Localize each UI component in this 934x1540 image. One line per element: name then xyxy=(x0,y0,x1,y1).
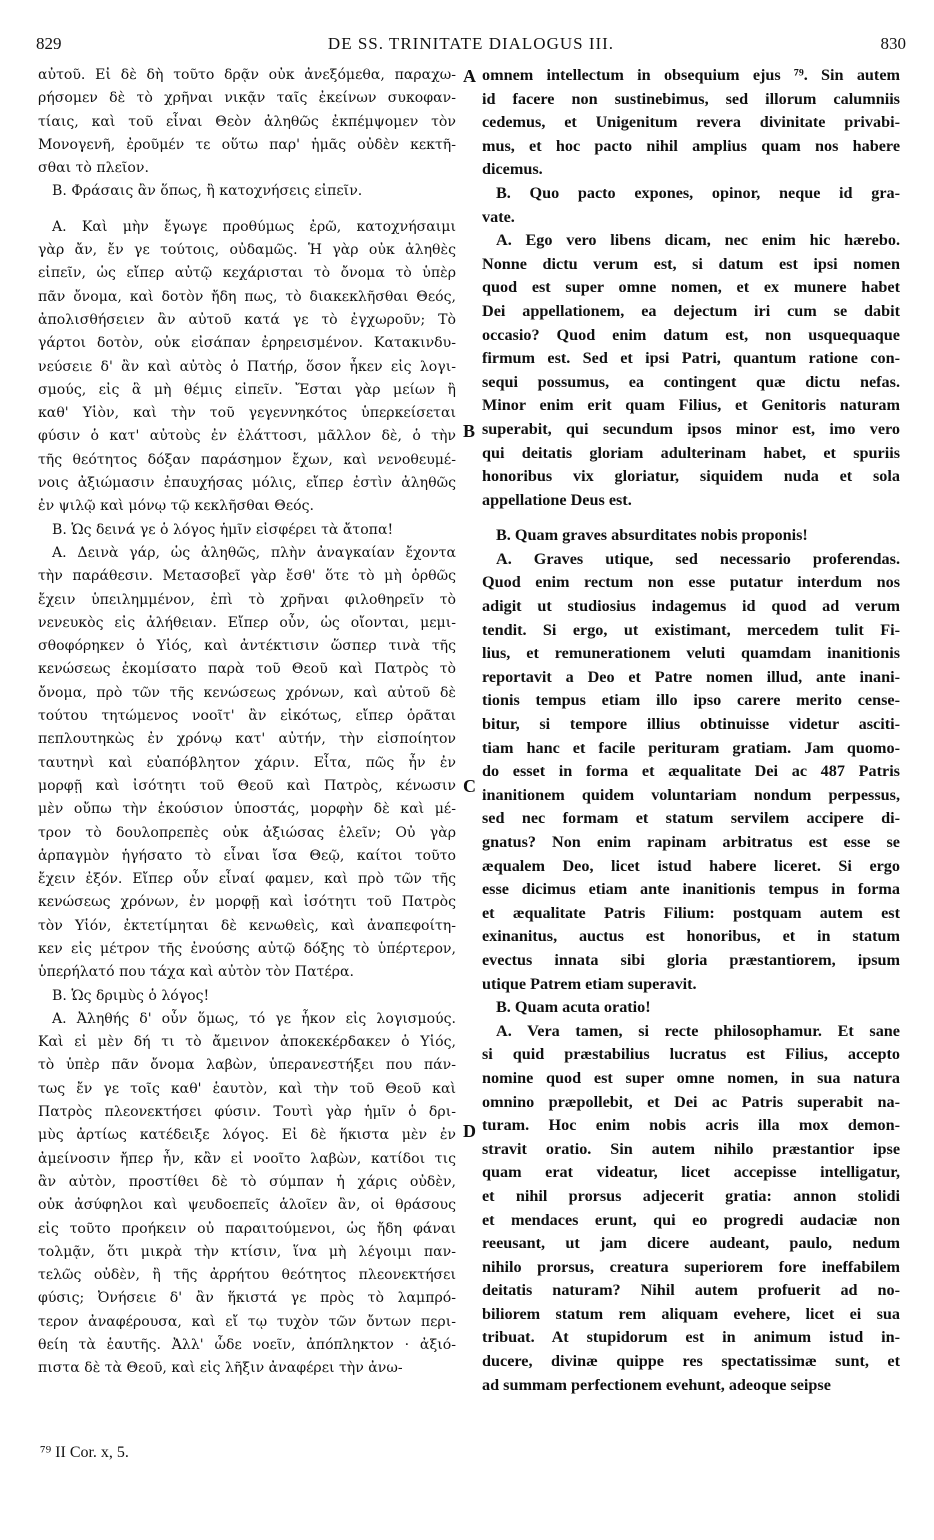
text-line: μὺς ἀρτίως κατέδειξε λόγος. Εἰ δὲ ἥκιστα μὲν ἐν xyxy=(38,1127,456,1144)
text-line: Β. Φράσαις ἂν ὅπως, ἢ κατοχνήσεις εἰπεῖν. xyxy=(52,183,363,200)
text-line: Α. Δεινὰ γάρ, ὡς ἀληθῶς, πλὴν ἀναγκαίαν ἔχοντα xyxy=(52,544,456,561)
text-line: ἐν ψιλῷ καὶ μόνῳ τῷ κεκλῆσθαι Θεός. xyxy=(38,498,315,515)
text-line: adigit ut studiosius indagemus id quod ad verum xyxy=(482,597,900,616)
latin-column xyxy=(482,64,900,1397)
text-line: esse dicimus etiam ante inanitionis tempus in forma xyxy=(482,880,900,899)
text-line: φύσις; Ὀνήσειε δ' ἂν ἥκιστά γε πρὸς τὸ λαμπρό- xyxy=(38,1290,456,1307)
text-line: πᾶν ὄνομα, καὶ δοτὸν ἤδη πως, τὸ διακεκλῆσθαι Θεός, xyxy=(38,288,456,305)
text-line: Μονογενῆ, ἐροῦμέν τε οὕτω παρ' ἡμᾶς οὐδὲν κεκτῆ- xyxy=(38,136,456,153)
text-line: Nonne dictu verum est, si datum est ipsi nomen xyxy=(482,254,900,273)
text-line: Β. Ὡς δεινά γε ὁ λόγος ἡμῖν εἰσφέρει τὰ ἄτοπα! xyxy=(52,521,394,538)
text-line: tiam hanc et facile perituram gratiam. Jam quomo- xyxy=(482,738,900,757)
text-line: biliorem statum rem aliquam evehere, licet ei sua xyxy=(482,1304,900,1323)
text-line: superabit, qui secundum ipsos minor est, imo vero xyxy=(482,419,900,438)
text-line: νεύσειε δ' ἂν καὶ αὐτὸς ὁ Πατήρ, ὅσον ἦκεν εἰς λογι- xyxy=(38,358,456,375)
text-line: Καὶ εἰ μὲν δή τι τὸ ἄμεινον ἀποκεκέρδακεν ὁ Υἱός, xyxy=(38,1034,456,1051)
text-line: νενευκὸς εἰς ἀλήθειαν. Εἴπερ οὖν, ὡς οἴονται, μεμι- xyxy=(38,614,456,631)
text-line: ἔχειν ἐξόν. Εἴπερ οὖν εἶναί φαμεν, καὶ πρὸ τῶν τῆς xyxy=(38,871,456,888)
text-line: dicemus. xyxy=(482,160,543,179)
text-line: quam erat videatur, licet accepisse intelligatur, xyxy=(482,1163,900,1182)
text-line: κενώσεως ἐκομίσατο παρὰ τοῦ Θεοῦ καὶ Πατρὸς τὸ xyxy=(38,661,456,678)
text-line: æqualem Deo, licet istud habere liceret. Si ergo xyxy=(482,856,900,875)
text-line: γάρτοι δοτὸν, οὐκ εἰσάπαν ἐρηρεισμένον. Κατακινδυ- xyxy=(38,335,456,352)
text-line: tribuat. At stupidorum est in animum istud in- xyxy=(482,1328,900,1347)
text-line: Dei appellationem, ea dejectum iri cum se dabit xyxy=(482,301,900,320)
text-line: B. Quam graves absurditates nobis proponis! xyxy=(496,526,808,545)
text-line: τῆς θεότητος δόξαν παράσημον ἔχων, καὶ νενοθευμέ- xyxy=(38,451,456,468)
text-line: ἀπολισθήσειεν ἂν αὐτοῦ κατά γε τὸ ἐγχωροῦν; Τὸ xyxy=(38,311,456,328)
text-line: gnatus? Non enim rapinam arbitratus est esse se xyxy=(482,833,900,851)
text-line: τούτου τητώμενος νοοῖτ' ἂν εἰκότως, εἴπερ ὁρᾶται xyxy=(38,708,456,725)
text-line: Β. Ὡς δριμὺς ὁ λόγος! xyxy=(52,987,210,1004)
text-line: τολμᾷν, ὅτι μικρὰ τὴν κτίσιν, ἵνα μὴ λέγοιμι παν- xyxy=(38,1243,456,1260)
text-line: deitatis naturam? Nihil autem profuerit ad no- xyxy=(482,1281,900,1300)
margin-letter-d: D xyxy=(463,1121,476,1141)
text-line: γὰρ ἄν, ἔν γε τούτοις, οὐδαμῶς. Ἡ γὰρ οὐκ ἀληθὲς xyxy=(38,242,456,259)
text-line: σθαι τὸ πλεῖον. xyxy=(38,160,149,177)
text-line: ρήσομεν δὲ τὸ χρῆναι νικᾷν ταῖς ἐκείνων συκοφαν- xyxy=(38,90,456,107)
text-line: Α. Ἀληθής δ' οὖν ὅμως, τό γε ἧκον εἰς λογισμούς. xyxy=(52,1010,456,1027)
text-line: φύσιν ὁ κατ' αὐτοὺς ἐν ἐλάττοσι, μᾶλλον δὲ, ὁ τὴν xyxy=(38,428,456,445)
text-line: nomine quod est super omne nomen, in sua natura xyxy=(482,1068,900,1087)
text-line: τως ἔν γε τοῖς καθ' ἑαυτὸν, καὶ τὴν τοῦ Θεοῦ καὶ xyxy=(38,1080,456,1097)
text-line: Minor enim erit quam Filius, et Genitoris naturam xyxy=(482,396,900,415)
text-line: si quid præstabilius lucratus est Filius, accepto xyxy=(482,1045,900,1064)
text-line: bitur, si tempore illius obtinuisse videtur asciti- xyxy=(482,715,900,734)
text-line: A. Vera tamen, si recte philosophamur. Et sane xyxy=(496,1021,900,1040)
text-line: et mendaces erunt, qui eo progredi audaciæ non xyxy=(482,1210,900,1229)
footnote: ⁷⁹ II Cor. x, 5. xyxy=(40,1444,129,1461)
page-header xyxy=(36,34,906,56)
margin-letter-a: A xyxy=(463,66,476,86)
text-line: sequi possumus, ea contingent quæ dictu nefas. xyxy=(482,372,900,391)
text-line: μορφῇ καὶ ἰσότητι τοῦ Θεοῦ καὶ Πατρὸς, κένωσιν xyxy=(38,777,456,794)
text-line: A. Ego vero libens dicam, nec enim hic hærebo. xyxy=(496,231,900,250)
text-line: εἰπεῖν, ὡς εἴπερ αὐτῷ κεχάρισται τὸ ὄνομα τὸ ὑπὲρ xyxy=(38,265,456,282)
text-line: et nihil prorsus adjecerit gratia: annon stolidi xyxy=(482,1186,900,1205)
text-line: stravit oratio. Sin autem nihilo præstantior ipse xyxy=(482,1139,900,1158)
text-line: πιστα δὲ τὰ Θεοῦ, καὶ εἰς λῆξιν ἀναφέρει τὴν ἀνω- xyxy=(38,1360,403,1377)
text-line: αὐτοῦ. Εἰ δὲ δὴ τοῦτο δρᾷν οὐκ ἀνεξόμεθα, παραχω- xyxy=(38,67,456,83)
text-line: id facere non sustinebimus, sed illorum calumniis xyxy=(482,89,900,108)
text-line: τὸ ὑπὲρ πᾶν ὄνομα λαβὼν, ὑπερανεστήξει που πάν- xyxy=(38,1057,456,1074)
text-line: inanitionem quidem voluntariam nondum perpessus, xyxy=(482,785,900,804)
text-line: vate. xyxy=(482,207,515,226)
text-line: τὴν παράθεσιν. Μετασοβεῖ γὰρ ἔσθ' ὅτε τὸ μὴ ὀρθῶς xyxy=(38,568,456,585)
text-line: evectus innata sibi gloria præstantiorem, ipsum xyxy=(482,950,900,969)
text-line: occasio? Quod enim datum est, non usquequaque xyxy=(482,325,900,344)
text-line: σμούς, εἰς ἃ μὴ θέμις εἰπεῖν. Ἔσται γὰρ μείων ἢ xyxy=(38,381,456,398)
page-number-left: 829 xyxy=(36,34,62,53)
text-line: Πατρὸς πλεονεκτήσει φύσιν. Τουτὶ γὰρ ἡμῖν ὁ δρι- xyxy=(38,1104,456,1121)
text-line: ἀμείνοσιν ἤπερ ἦν, κἂν εἰ νοοῖτο λαβὼν, κατίδοι τις xyxy=(38,1150,456,1167)
text-line: lius, et remunerationem veluti quamdam inanitionis xyxy=(482,644,900,663)
text-line: ὑπερήλατό που τάχα καὶ αὐτὸν τὸν Πατέρα. xyxy=(38,964,354,981)
text-line: et æqualitate Patris Filium: postquam autem est xyxy=(482,903,900,922)
text-line: μὲν οὔπω τὴν ἑκούσιον ὑποστάς, μορφὴν δὲ καὶ μέ- xyxy=(38,801,456,818)
text-line: ὄνομα, πρὸ τῶν τῆς κενώσεως χρόνων, καὶ αὐτοῦ δὲ xyxy=(38,684,456,701)
text-line: τὸν Υἱόν, ἐκτετίμηται δὲ κενωθεὶς, καὶ ἀναπεφοίτη- xyxy=(38,917,456,934)
text-line: reportavit a Deo et Patre nomen illud, ante inani- xyxy=(482,667,900,686)
text-line: κεν εἰς μέτρον τῆς ἐνούσης αὐτῷ δόξης τὸ ὑπέρτερον, xyxy=(38,940,456,957)
text-line: τίαις, καὶ τοῦ εἶναι Θεὸν ἀληθῶς ἐκπέμψομεν τὸν xyxy=(38,113,456,130)
text-line: qui deitatis gloriam adulterinam habet, et spuriis xyxy=(482,443,900,462)
text-line: νοις ἀξιώμασιν ἐπαυχήσας μόλις, εἴπερ ἐστὶν ἀληθῶς xyxy=(38,475,456,492)
text-line: σθοφόρηκεν ὁ Υἱός, καὶ ἀντέκτισιν ὥσπερ τινὰ τῆς xyxy=(38,638,456,655)
text-line: turam. Hoc enim nobis acris illa mox demon- xyxy=(482,1116,900,1135)
text-line: appellatione Deus est. xyxy=(482,490,632,509)
text-line: ducere, divinæ quippe res spectatissimæ sunt, et xyxy=(482,1352,900,1371)
text-line: B. Quo pacto expones, opinor, neque id gra- xyxy=(496,183,900,202)
text-line: do esset in forma et æqualitate Dei ac 487 Patris xyxy=(482,762,900,781)
text-line: ἂν αὐτὸν, προστίθει δὲ τὸ σύμπαν ἡ χάρις οὐδὲν, xyxy=(38,1173,456,1190)
text-line: εἰς τοῦτο προήκειν οὐ παραιτούμενοι, ὡς ἤδη φάναι xyxy=(38,1220,456,1237)
text-line: tionis tempus etiam illo ipso carere merito cense- xyxy=(482,691,900,710)
text-line: κενώσεως χρόνων, ἐν μορφῇ καὶ ἰσότητι τοῦ Πατρὸς xyxy=(38,894,456,911)
text-line: ἁρπαγμὸν ἡγήσατο τὸ εἶναι ἴσα Θεῷ, καίτοι τοῦτο xyxy=(38,847,456,864)
text-line: nihilo prorsus, creatura superiorem fore ineffabilem xyxy=(482,1257,900,1276)
margin-letter-c: C xyxy=(463,776,476,796)
margin-letter-b: B xyxy=(463,421,476,441)
text-line: sed nec formam et statum servilem accipere di- xyxy=(482,809,900,828)
text-line: B. Quam acuta oratio! xyxy=(496,998,651,1017)
text-line: tendit. Si ergo, ut existimant, mercedem tulit Fi- xyxy=(482,620,900,639)
greek-column xyxy=(38,64,456,1381)
page-number-right: 830 xyxy=(880,34,906,53)
text-line: A. Graves utique, sed necessario proferendas. xyxy=(496,549,900,568)
text-line: οὐκ ἀσύφηλοι καὶ ψευδοεπεῖς ἁλοῖεν ἂν, οἱ θράσους xyxy=(38,1197,456,1214)
text-line: honoribus vix gloriatur, siquidem nuda et sola xyxy=(482,467,900,486)
text-line: ad summam perfectionem evehunt, adeoque seipse xyxy=(482,1375,831,1394)
text-line: τερον ἀναφέρουσα, καὶ εἴ τῳ τυχὸν τῶν ὄντων περι- xyxy=(38,1313,456,1330)
text-line: mus, et hoc pacto nihil amplius quam nos habere xyxy=(482,136,900,155)
text-line: cedemus, et Unigenitum revera divinitate privabi- xyxy=(482,113,900,132)
text-line: omnino præpollebit, et Dei ac Patris superabit na- xyxy=(482,1092,900,1111)
text-line: θείη τὰ ἑαυτῆς. Ἀλλ' ὧδε νοεῖν, ἀπόπληκτον · ἀξιό- xyxy=(38,1337,456,1354)
text-line: utique Patrem etiam superavit. xyxy=(482,974,697,993)
text-line: τρον τὸ δουλοπρεπὲς οὐκ ἀξιώσας ἑλεῖν; Οὐ γὰρ xyxy=(38,824,456,841)
text-line: τελῶς οὐδὲν, ἢ τῆς ἀρρήτου θεότητος πλεονεκτήσει xyxy=(38,1267,456,1284)
running-title: DE SS. TRINITATE DIALOGUS III. xyxy=(327,34,615,53)
text-line: quod est super omne nomen, et ex munere habet xyxy=(482,278,900,297)
text-line: Α. Καὶ μὴν ἔγωγε προθύμως ἐρῶ, κατοχνήσαιμι xyxy=(52,218,456,235)
text-line: firmum est. Sed et ipsi Patri, quantum ratione con- xyxy=(482,349,900,368)
text-line: ἔχειν ὑπειλημμένον, ἐπὶ τὸ χρῆναι φιλοθηρεῖν τὸ xyxy=(38,591,456,608)
text-line: exinanitus, auctus est honoribus, et in statum xyxy=(482,927,900,946)
text-line: ταυτηνὶ καὶ εὐαπόβλητον χάριν. Εἶτα, πῶς ἦν ἐν xyxy=(38,754,456,771)
text-line: πεπλουτηκὼς ἐν χρόνῳ κατ' αὐτήν, τὴν εἰσποίητον xyxy=(38,731,456,748)
text-line: καθ' Υἱὸν, καὶ τὴν τοῦ γεγεννηκότος ὑπερκείσεται xyxy=(38,405,456,422)
text-line: Quod enim rectum non esse putatur interdum nos xyxy=(482,573,900,592)
text-line: omnem intellectum in obsequium ejus ⁷⁹. Sin autem xyxy=(482,66,900,84)
text-line: reeusant, ut jam dicere audeant, paulo, nedum xyxy=(482,1234,900,1253)
